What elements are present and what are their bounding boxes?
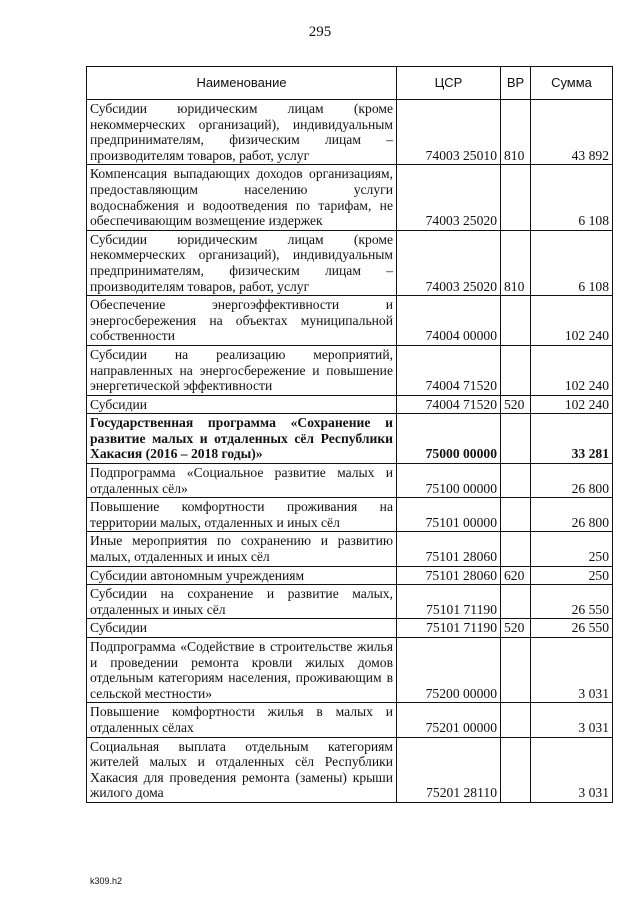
cell-csr: 74003 25010 bbox=[397, 100, 501, 165]
cell-vr bbox=[501, 703, 531, 737]
cell-csr: 75201 28110 bbox=[397, 737, 501, 802]
table-row bbox=[87, 737, 613, 802]
cell-csr: 75000 00000 bbox=[397, 414, 501, 464]
cell-name: Социальная выплата отдельным категориям жителей малых и отдаленных сёл Республики Хакасия для проведения ремонта (замены) крыши жилого дома bbox=[87, 737, 397, 802]
cell-vr bbox=[501, 585, 531, 619]
cell-name: Обеспечение энергоэффективности и энергосбережения на объектах муниципальной собственности bbox=[87, 296, 397, 346]
page-number: 295 bbox=[308, 24, 332, 40]
cell-vr bbox=[501, 165, 531, 230]
budget-table bbox=[86, 66, 613, 803]
cell-amount: 102 240 bbox=[531, 345, 613, 395]
cell-vr bbox=[501, 532, 531, 566]
cell-vr bbox=[501, 638, 531, 703]
cell-csr: 75201 00000 bbox=[397, 703, 501, 737]
cell-amount: 3 031 bbox=[531, 703, 613, 737]
cell-name: Повышение комфортности проживания на территории малых, отдаленных и иных сёл bbox=[87, 498, 397, 532]
table-body bbox=[87, 100, 613, 803]
cell-amount: 250 bbox=[531, 566, 613, 585]
cell-name: Субсидии bbox=[87, 395, 397, 414]
cell-csr: 75200 00000 bbox=[397, 638, 501, 703]
cell-name: Государственная программа «Сохранение и развитие малых и отдаленных сёл Республики Хакасия (2016 – 2018 годы)» bbox=[87, 414, 397, 464]
header-amount: Сумма bbox=[531, 67, 613, 100]
cell-amount: 3 031 bbox=[531, 638, 613, 703]
cell-vr bbox=[501, 414, 531, 464]
cell-amount: 26 800 bbox=[531, 498, 613, 532]
cell-vr: 620 bbox=[501, 566, 531, 585]
cell-vr bbox=[501, 296, 531, 346]
cell-amount: 6 108 bbox=[531, 230, 613, 295]
cell-csr: 75101 71190 bbox=[397, 585, 501, 619]
cell-csr: 75100 00000 bbox=[397, 464, 501, 498]
cell-amount: 26 550 bbox=[531, 585, 613, 619]
cell-amount: 26 550 bbox=[531, 619, 613, 638]
cell-name: Субсидии на сохранение и развитие малых, отдаленных и иных сёл bbox=[87, 585, 397, 619]
cell-name: Субсидии юридическим лицам (кроме некоммерческих организаций), индивидуальным предпринимателям, физическим лицам – производителям товаров, работ, услуг bbox=[87, 100, 397, 165]
cell-amount: 3 031 bbox=[531, 737, 613, 802]
cell-vr bbox=[501, 464, 531, 498]
cell-name: Подпрограмма «Содействие в строительстве жилья и проведении ремонта кровли жилых домов отдельным категориям населения, проживающим в сельской местности» bbox=[87, 638, 397, 703]
cell-csr: 75101 28060 bbox=[397, 566, 501, 585]
cell-csr: 74003 25020 bbox=[397, 230, 501, 295]
cell-csr: 75101 28060 bbox=[397, 532, 501, 566]
table-row bbox=[87, 395, 613, 414]
table-row bbox=[87, 165, 613, 230]
cell-vr: 810 bbox=[501, 100, 531, 165]
cell-amount: 26 800 bbox=[531, 464, 613, 498]
table-row bbox=[87, 638, 613, 703]
cell-name: Подпрограмма «Социальное развитие малых и отдаленных сёл» bbox=[87, 464, 397, 498]
cell-name: Компенсация выпадающих доходов организациям, предоставляющим населению услуги водоснабжения и водоотведения по тарифам, не обеспечивающим возмещение издержек bbox=[87, 165, 397, 230]
cell-name: Субсидии на реализацию мероприятий, направленных на энергосбережение и повышение энергетической эффективности bbox=[87, 345, 397, 395]
table-row bbox=[87, 230, 613, 295]
cell-vr bbox=[501, 498, 531, 532]
table-row bbox=[87, 566, 613, 585]
table-row bbox=[87, 345, 613, 395]
table-row bbox=[87, 703, 613, 737]
table-row bbox=[87, 414, 613, 464]
cell-amount: 102 240 bbox=[531, 296, 613, 346]
cell-amount: 6 108 bbox=[531, 165, 613, 230]
cell-name: Субсидии юридическим лицам (кроме некоммерческих организаций), индивидуальным предпринимателям, физическим лицам – производителям товаров, работ, услуг bbox=[87, 230, 397, 295]
cell-name: Субсидии bbox=[87, 619, 397, 638]
cell-name: Субсидии автономным учреждениям bbox=[87, 566, 397, 585]
cell-vr: 520 bbox=[501, 619, 531, 638]
header-name: Наименование bbox=[87, 67, 397, 100]
cell-amount: 250 bbox=[531, 532, 613, 566]
table-row bbox=[87, 585, 613, 619]
cell-csr: 74004 71520 bbox=[397, 395, 501, 414]
cell-vr bbox=[501, 345, 531, 395]
cell-vr: 810 bbox=[501, 230, 531, 295]
header-csr: ЦСР bbox=[397, 67, 501, 100]
cell-name: Повышение комфортности жилья в малых и отдаленных сёлах bbox=[87, 703, 397, 737]
table-row bbox=[87, 464, 613, 498]
cell-vr: 520 bbox=[501, 395, 531, 414]
cell-amount: 43 892 bbox=[531, 100, 613, 165]
cell-csr: 74004 00000 bbox=[397, 296, 501, 346]
cell-csr: 74003 25020 bbox=[397, 165, 501, 230]
cell-name: Иные мероприятия по сохранению и развитию малых, отдаленных и иных сёл bbox=[87, 532, 397, 566]
cell-csr: 74004 71520 bbox=[397, 345, 501, 395]
table-row bbox=[87, 532, 613, 566]
header-vr: ВР bbox=[501, 67, 531, 100]
table-row bbox=[87, 498, 613, 532]
cell-amount: 33 281 bbox=[531, 414, 613, 464]
table-header-row bbox=[87, 67, 613, 100]
cell-csr: 75101 71190 bbox=[397, 619, 501, 638]
cell-csr: 75101 00000 bbox=[397, 498, 501, 532]
table-row bbox=[87, 100, 613, 165]
footer-code: k309.h2 bbox=[90, 876, 123, 886]
table-row bbox=[87, 296, 613, 346]
cell-vr bbox=[501, 737, 531, 802]
table-row bbox=[87, 619, 613, 638]
cell-amount: 102 240 bbox=[531, 395, 613, 414]
